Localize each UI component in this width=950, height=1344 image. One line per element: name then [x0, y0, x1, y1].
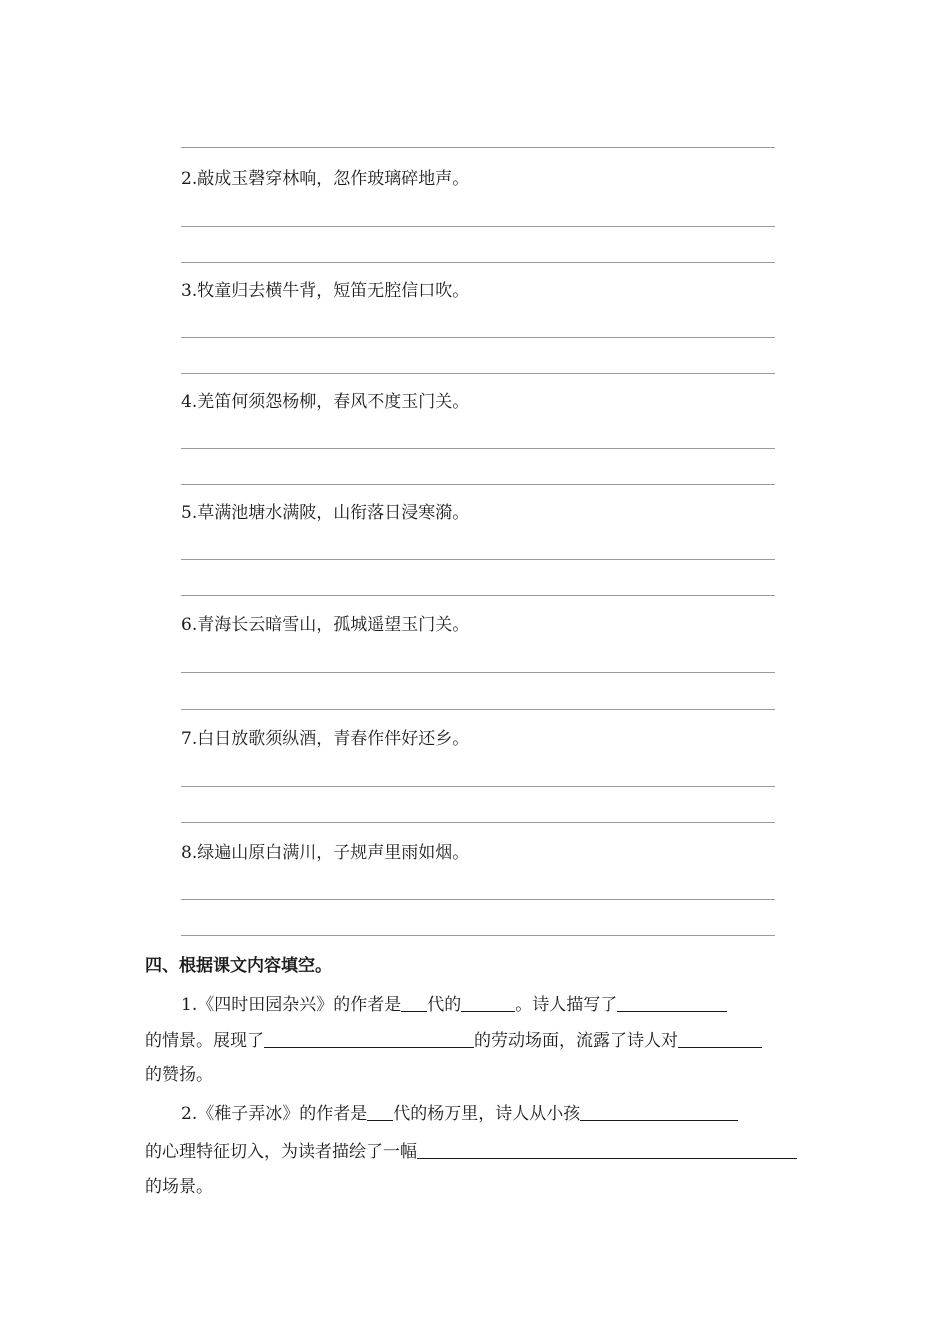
- answer-line: [181, 786, 775, 787]
- fill-blank[interactable]: [580, 1102, 738, 1121]
- question-text: 。诗人描写了: [515, 995, 618, 1015]
- answer-line: [181, 559, 775, 560]
- section-title: 四、根据课文内容填空。: [145, 956, 332, 976]
- exercise-item-7: 7.白日放歌须纵酒，青春作伴好还乡。: [181, 729, 470, 749]
- answer-line: [181, 373, 775, 374]
- answer-line: [181, 147, 775, 148]
- question-2-line-1: [181, 1102, 738, 1125]
- answer-line: [181, 822, 775, 823]
- exercise-item-2: 2.敲成玉磬穿林响，忽作玻璃碎地声。: [181, 169, 470, 189]
- question-text: 1.《四时田园杂兴》的作者是: [181, 995, 402, 1015]
- question-1-line-3: [145, 1064, 213, 1086]
- question-2-line-3: [145, 1176, 213, 1198]
- fill-blank[interactable]: [264, 1029, 474, 1048]
- exercise-item-3: 3.牧童归去横牛背，短笛无腔信口吹。: [181, 281, 470, 301]
- question-text: 代的杨万里，诗人从小孩: [393, 1104, 581, 1124]
- exercise-item-4: 4.羌笛何须怨杨柳，春风不度玉门关。: [181, 392, 470, 412]
- exercise-item-8: 8.绿遍山原白满川，子规声里雨如烟。: [181, 843, 470, 863]
- answer-line: [181, 672, 775, 673]
- fill-blank[interactable]: [617, 993, 727, 1012]
- fill-blank[interactable]: [678, 1029, 762, 1048]
- question-1-line-2: [145, 1029, 762, 1052]
- exercise-item-5: 5.草满池塘水满陂，山衔落日浸寒漪。: [181, 503, 470, 523]
- answer-line: [181, 935, 775, 936]
- fill-blank[interactable]: [401, 993, 427, 1012]
- answer-line: [181, 709, 775, 710]
- question-text: 2.《稚子弄冰》的作者是: [181, 1104, 368, 1124]
- fill-blank[interactable]: [417, 1140, 797, 1159]
- question-text: 的心理特征切入，为读者描绘了一幅: [145, 1142, 417, 1162]
- fill-blank[interactable]: [367, 1102, 393, 1121]
- fill-blank[interactable]: [461, 993, 515, 1012]
- answer-line: [181, 484, 775, 485]
- question-text: 的劳动场面，流露了诗人对: [474, 1031, 678, 1051]
- question-text: 代的: [427, 995, 462, 1015]
- question-text: 的场景。: [145, 1177, 213, 1197]
- answer-line: [181, 262, 775, 263]
- question-text: 的情景。展现了: [145, 1031, 264, 1051]
- answer-line: [181, 595, 775, 596]
- question-text: 的赞扬。: [145, 1065, 213, 1085]
- answer-line: [181, 448, 775, 449]
- answer-line: [181, 337, 775, 338]
- question-2-line-2: [145, 1140, 797, 1163]
- answer-line: [181, 226, 775, 227]
- exercise-item-6: 6.青海长云暗雪山，孤城遥望玉门关。: [181, 615, 470, 635]
- question-1-line-1: [181, 993, 727, 1016]
- answer-line: [181, 899, 775, 900]
